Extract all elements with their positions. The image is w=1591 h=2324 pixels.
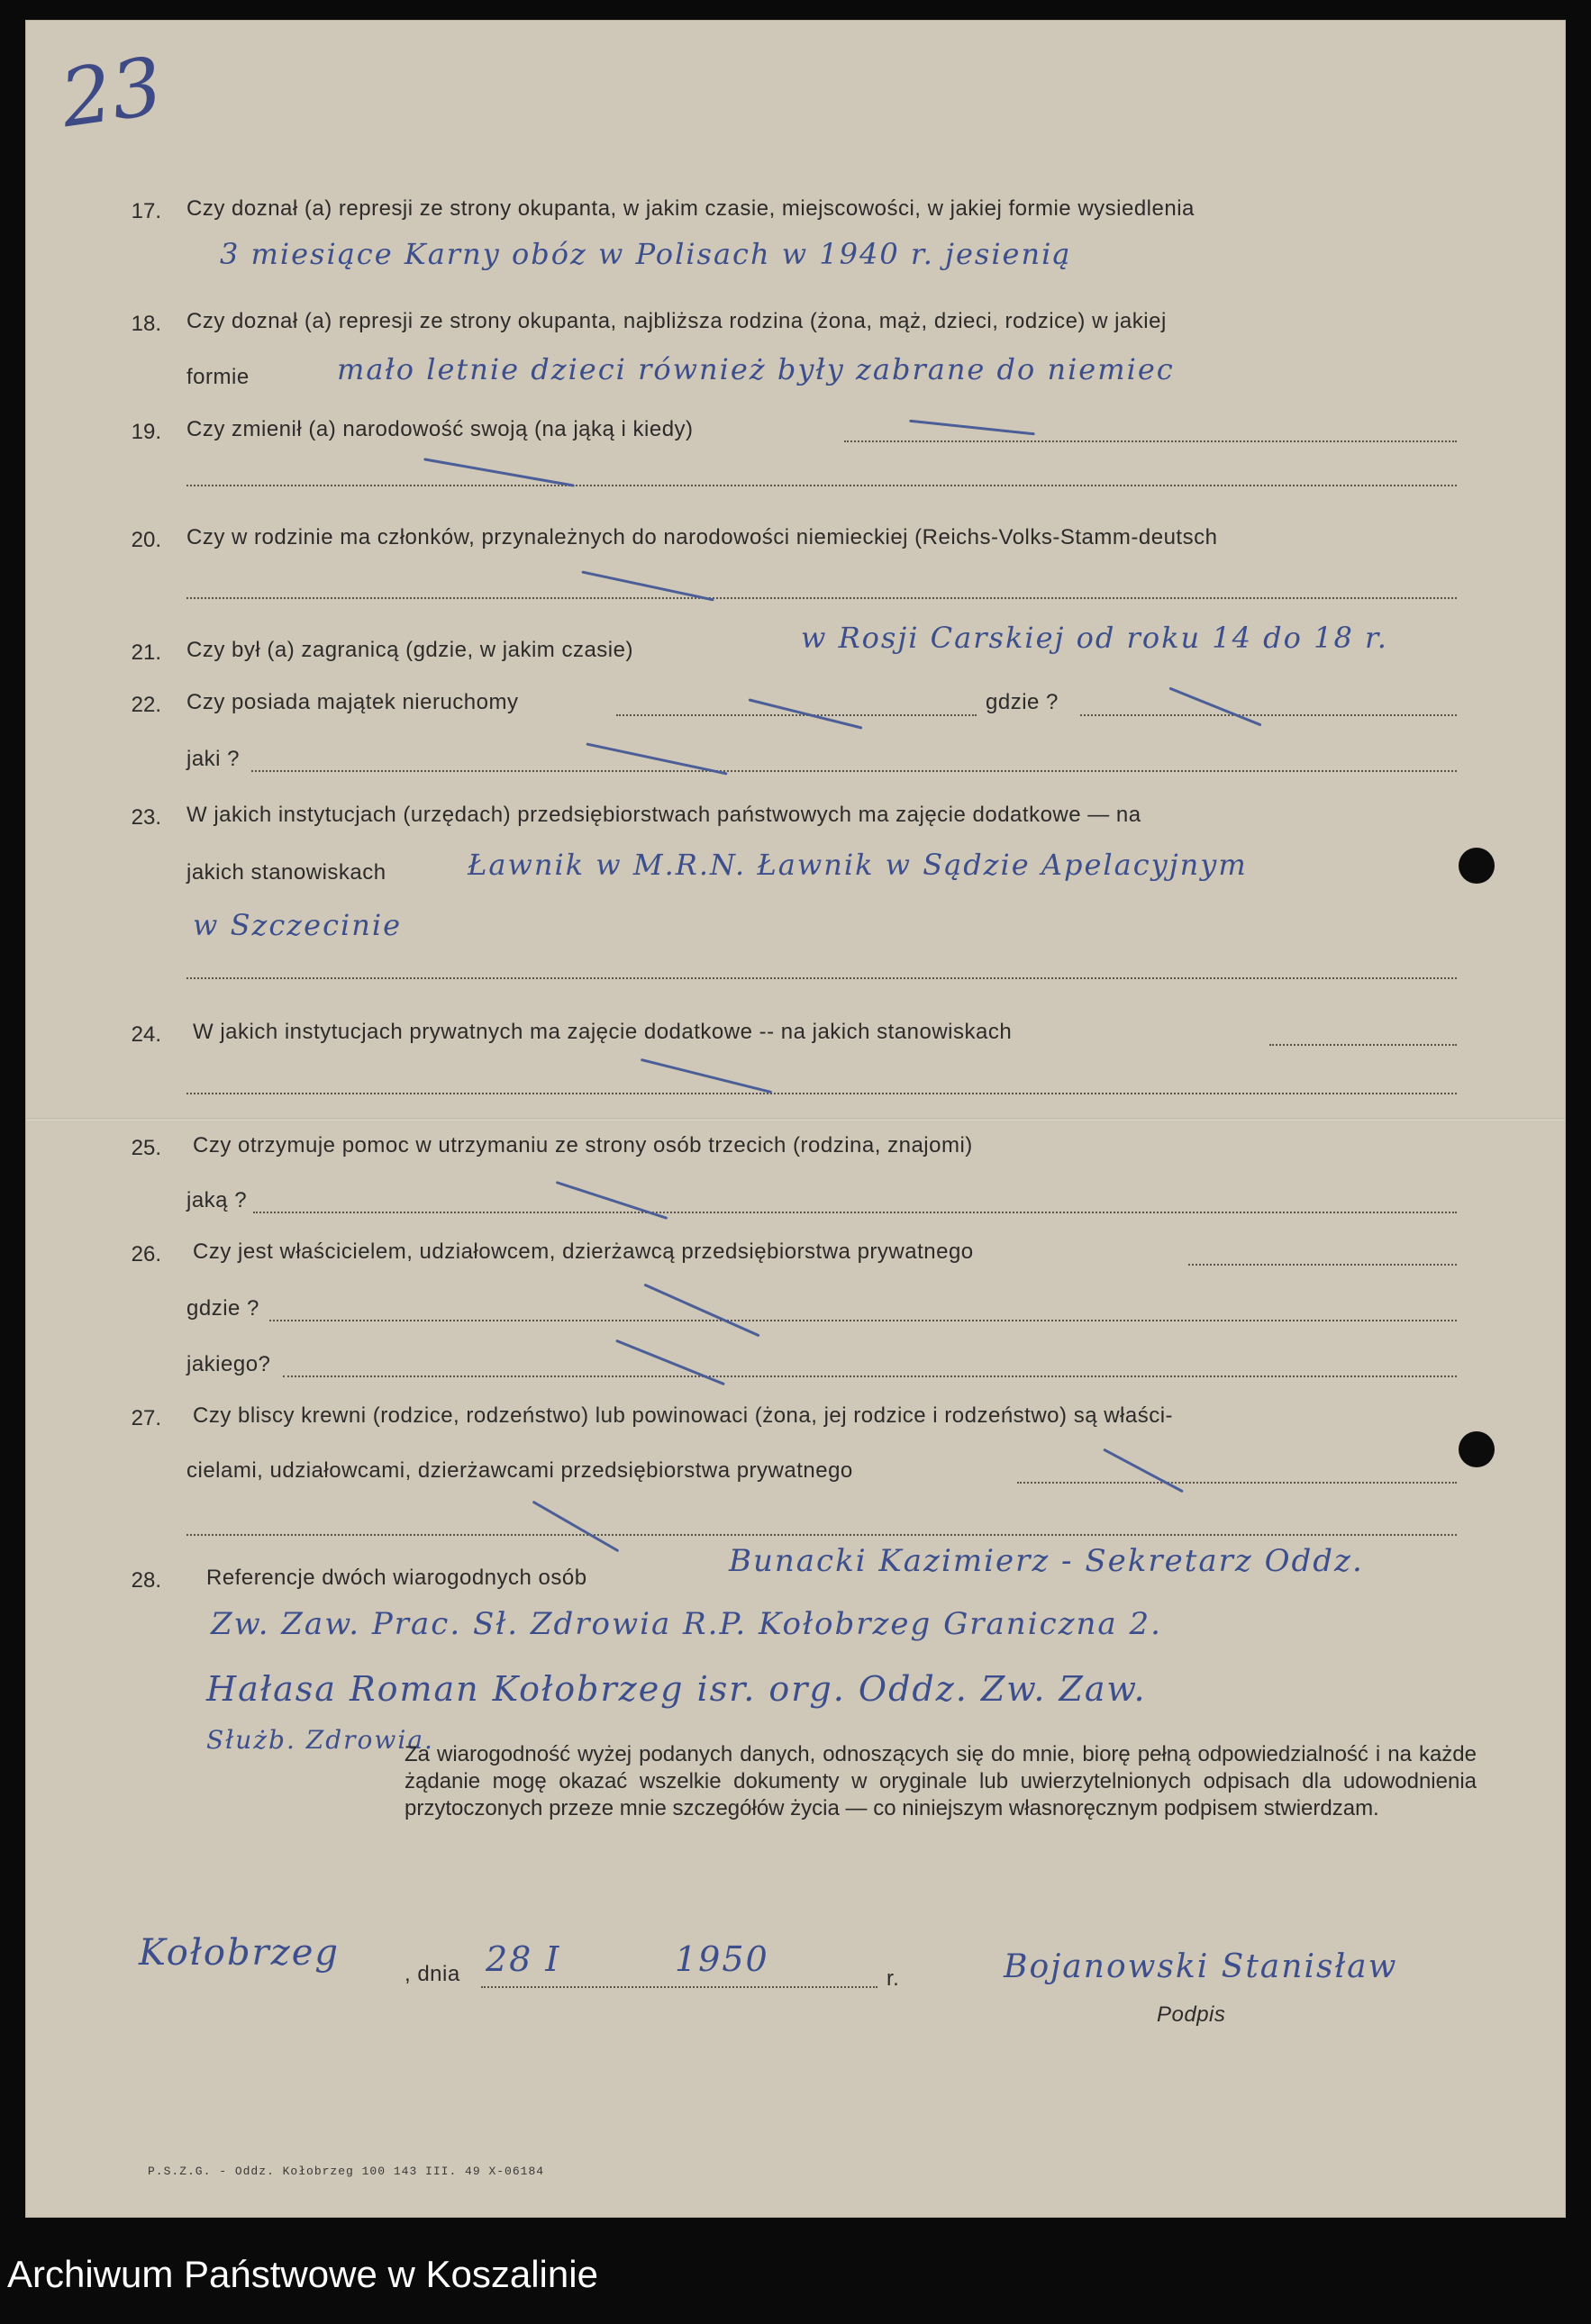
q18-text2: formie xyxy=(186,365,250,389)
punch-hole-top xyxy=(1459,848,1495,884)
q27-text2: cielami, udziałowcami, dzierżawcami przedsiębiorstwa prywatnego xyxy=(186,1458,853,1483)
q19-dotted-line xyxy=(844,440,1457,442)
q19-text: Czy zmienił (a) narodowość swoją (na jąką i kiedy) xyxy=(186,417,694,441)
q27-text: Czy bliscy krewni (rodzice, rodzeństwo) lub powinowaci (żona, jej rodzice i rodzeństwo) są właści- xyxy=(193,1403,1174,1428)
q27-cancel-stroke-2 xyxy=(532,1501,620,1553)
declaration-text: Za wiarogodność wyżej podanych danych, odnoszących się do mnie, biorę pełną odpowiedzialność i na każde żądanie mogę okazać wszelkie dokumenty w oryginale lub uwierzytelnionych odpisach dla udowodnienia przytoczonych przeze mnie szczegółów życia — co niniejszym własnoręcznym podpisem stwierdzam. xyxy=(405,1742,1477,1820)
q26-number: 26. xyxy=(131,1242,161,1266)
signature: Bojanowski Stanisław xyxy=(1004,1948,1398,1985)
archive-label: Archiwum Państwowe w Koszalinie xyxy=(7,2253,598,2295)
signature-label: Podpis xyxy=(1157,2002,1226,2027)
q24-cancel-stroke xyxy=(641,1058,772,1094)
q28-answer-line1: Bunacki Kazimierz - Sekretarz Oddz. xyxy=(729,1543,1364,1579)
q21-number: 21. xyxy=(131,640,161,665)
q27-cancel-stroke xyxy=(1103,1448,1184,1493)
q25-text2: jaką ? xyxy=(186,1188,248,1212)
printer-note: P.S.Z.G. - Oddz. Kołobrzeg 100 143 III. 49 X-06184 xyxy=(148,2165,545,2178)
q22-what-dotted-line xyxy=(251,770,1457,772)
page-number: 23 xyxy=(55,39,168,146)
q28-text: Referencje dwóch wiarogodnych osób xyxy=(206,1566,587,1590)
q19-cancel-stroke-2 xyxy=(423,458,575,486)
q22-dotted-line xyxy=(616,714,977,716)
place-handwritten: Kołobrzeg xyxy=(139,1932,341,1974)
q23-answer2: w Szczecinie xyxy=(193,908,402,942)
q26-what-cancel-stroke xyxy=(615,1339,725,1385)
q28-answer-line4: Służb. Zdrowia. xyxy=(206,1725,434,1755)
q21-text: Czy był (a) zagranicą (gdzie, w jakim czasie) xyxy=(186,638,633,662)
q19-dotted-line-2 xyxy=(186,485,1457,486)
document-page xyxy=(25,20,1566,2218)
q17-number: 17. xyxy=(131,199,161,223)
q22-what: jaki ? xyxy=(186,747,241,771)
paper-fold xyxy=(26,1118,1565,1121)
q23-number: 23. xyxy=(131,805,161,830)
q26-what-dotted-line xyxy=(283,1375,1457,1377)
q18-number: 18. xyxy=(131,312,161,336)
q27-dotted-line-2 xyxy=(186,1534,1457,1536)
q24-text: W jakich instytucjach prywatnych ma zajęcie dodatkowe -- na jakich stanowiskach xyxy=(193,1020,1013,1044)
q24-number: 24. xyxy=(131,1022,161,1047)
q18-text: Czy doznał (a) represji ze strony okupanta, najbliższa rodzina (żona, mąż, dzieci, rodzice) w jakiej xyxy=(186,309,1167,333)
q24-dotted-line-2 xyxy=(186,1093,1457,1094)
q26-where-cancel-stroke xyxy=(643,1284,759,1338)
q23-text: W jakich instytucjach (urzędach) przedsiębiorstwach państwowych ma zajęcie dodatkowe — na xyxy=(186,803,1141,827)
q23-answer: Ławnik w M.R.N. Ławnik w Sądzie Apelacyjnym xyxy=(468,848,1248,882)
q28-answer-line3: Hałasa Roman Kołobrzeg isr. org. Oddz. Zw. Zaw. xyxy=(206,1669,1147,1709)
q27-number: 27. xyxy=(131,1406,161,1430)
q25-cancel-stroke xyxy=(556,1181,668,1220)
q26-what: jakiego? xyxy=(186,1352,271,1376)
q17-answer: 3 miesiące Karny obóz w Polisach w 1940 r. jesienią xyxy=(220,237,1072,271)
q20-text: Czy w rodzinie ma członków, przynależnych do narodowości niemieckiej (Reichs-Volks-Stamm-deutsch xyxy=(186,525,1218,549)
q23-text2: jakich stanowiskach xyxy=(186,860,386,885)
q28-answer-line2: Zw. Zaw. Prac. Sł. Zdrowia R.P. Kołobrzeg Graniczna 2. xyxy=(211,1606,1162,1642)
q22-number: 22. xyxy=(131,693,161,717)
q20-number: 20. xyxy=(131,528,161,552)
q22-text: Czy posiada majątek nieruchomy xyxy=(186,690,519,714)
q26-where: gdzie ? xyxy=(186,1296,259,1321)
date-dotted-line xyxy=(481,1986,877,1988)
q22-where-dotted-line xyxy=(1080,714,1457,716)
q19-cancel-stroke xyxy=(909,420,1035,436)
year-value: 1950 xyxy=(675,1939,769,1979)
date-value: 28 I xyxy=(486,1939,561,1979)
q27-dotted-line xyxy=(1017,1482,1457,1484)
q26-text: Czy jest właścicielem, udziałowcem, dzierżawcą przedsiębiorstwa prywatnego xyxy=(193,1239,974,1264)
punch-hole-bottom xyxy=(1459,1431,1495,1467)
q21-answer: w Rosji Carskiej od roku 14 do 18 r. xyxy=(801,621,1388,655)
q25-dotted-line xyxy=(253,1212,1457,1213)
q17-text: Czy doznał (a) represji ze strony okupanta, w jakim czasie, miejscowości, w jakiej formie wysiedlenia xyxy=(186,196,1195,221)
q22-where-cancel-stroke xyxy=(1168,687,1261,727)
q18-answer: mało letnie dzieci również były zabrane do niemiec xyxy=(337,352,1175,386)
q20-dotted-line xyxy=(186,597,1457,599)
q24-dotted-line xyxy=(1269,1044,1457,1046)
date-label: , dnia xyxy=(405,1962,460,1986)
q19-number: 19. xyxy=(131,420,161,444)
q25-text: Czy otrzymuje pomoc w utrzymaniu ze strony osób trzecich (rodzina, znajomi) xyxy=(193,1133,973,1157)
q26-where-dotted-line xyxy=(269,1320,1457,1321)
year-suffix: r. xyxy=(886,1966,900,1991)
q25-number: 25. xyxy=(131,1136,161,1160)
q28-number: 28. xyxy=(131,1568,161,1593)
q22-where: gdzie ? xyxy=(986,690,1059,714)
q23-dotted-line xyxy=(186,977,1457,979)
q26-dotted-line xyxy=(1188,1264,1457,1266)
